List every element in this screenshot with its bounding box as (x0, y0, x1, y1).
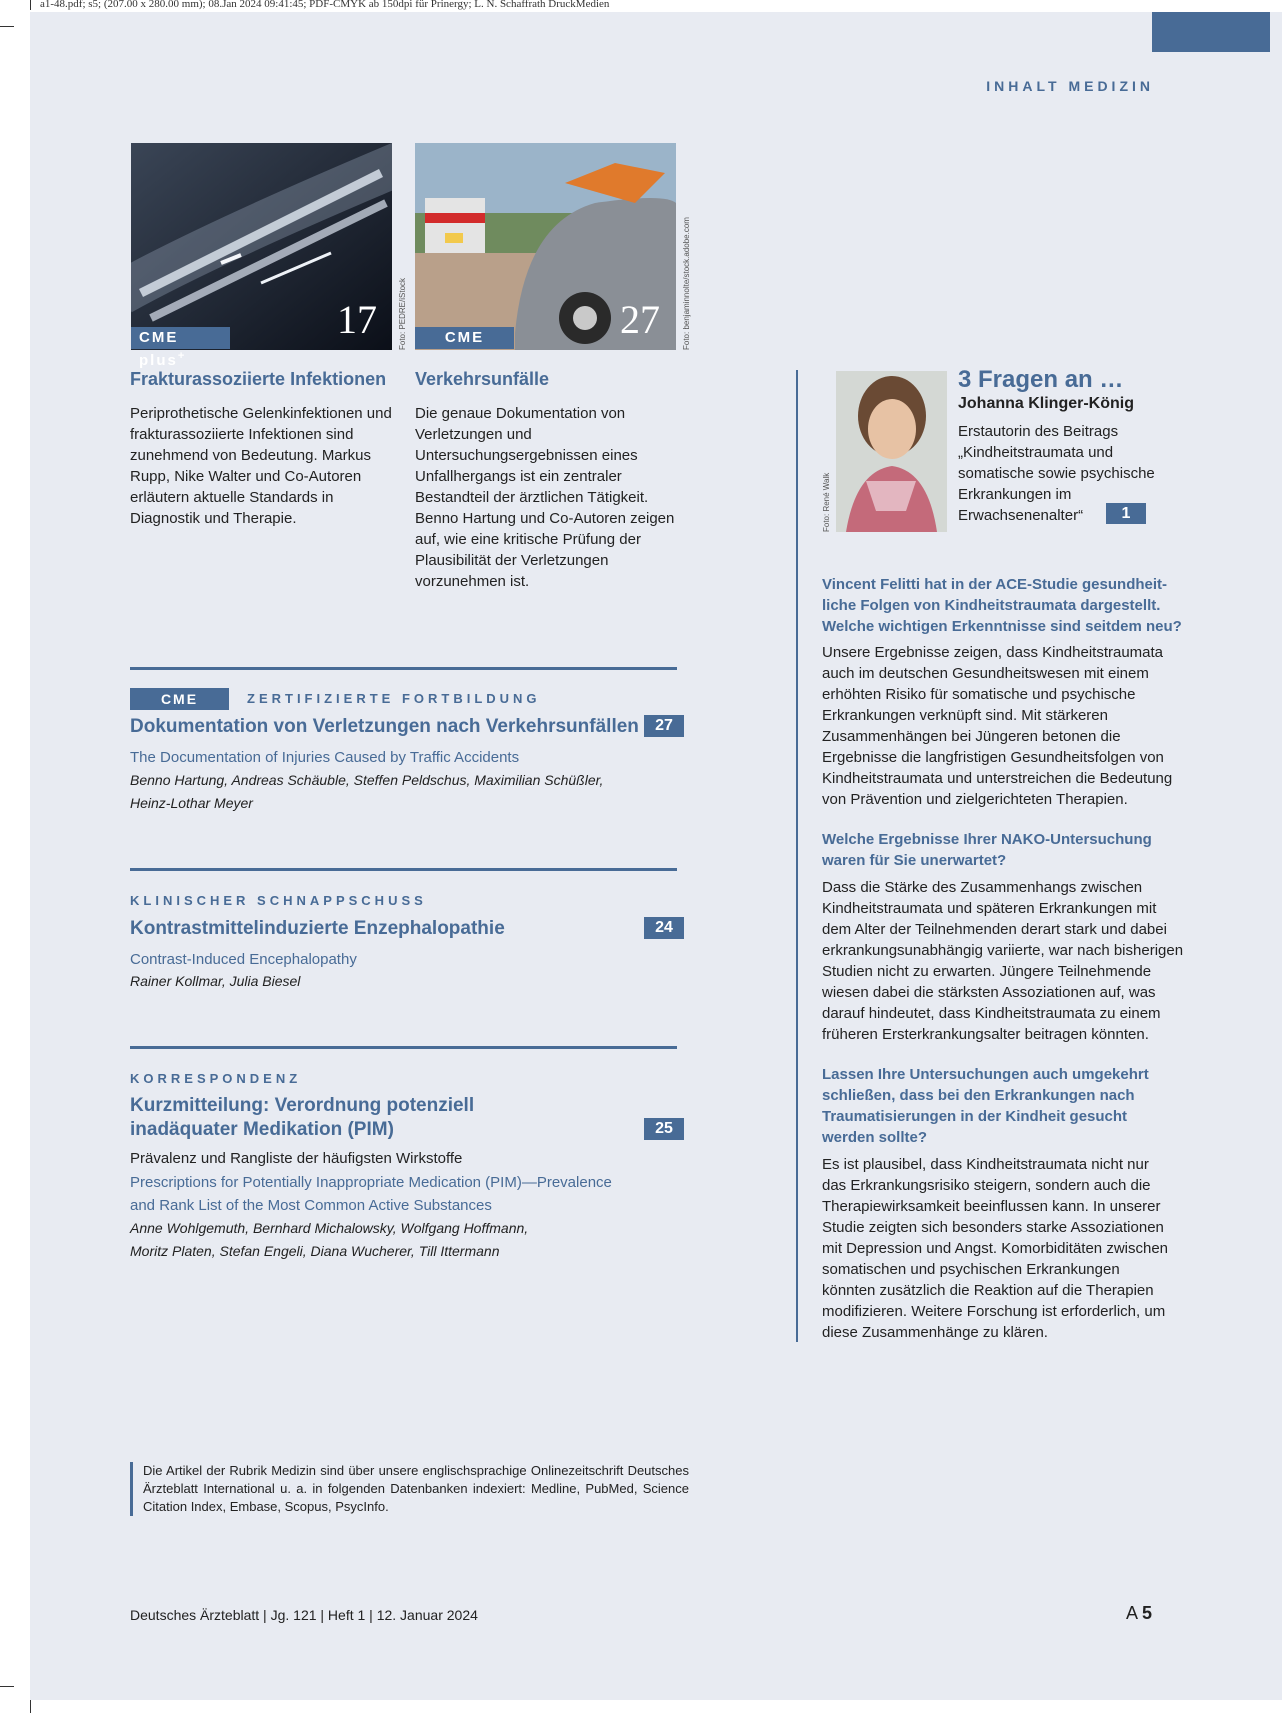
photo-credit: Foto: benjaminnolte/stock.adobe.com (682, 217, 691, 350)
corner-color-block (1152, 12, 1270, 52)
print-info: a1-48.pdf; s5; (207.00 x 280.00 mm); 08.Jan 2024 09:41:45; PDF-CMYK ab 150dpi für Prinergy; L. N. Schaffrath DruckMedien (40, 0, 610, 10)
article-title[interactable]: Dokumentation von Verletzungen nach Verkehrsunfällen (130, 716, 639, 737)
page-number-box: 1 (1106, 503, 1146, 524)
interview-heading: 3 Fragen an … (958, 366, 1124, 393)
teaser-title: Frakturassoziierte Infektionen (130, 369, 387, 389)
sidebar-rule (796, 370, 798, 1342)
article-title[interactable]: Kontrastmittelinduzierte Enzephalopathie (130, 918, 505, 939)
article-kicker: KLINISCHER SCHNAPPSCHUSS (130, 893, 427, 908)
page-folio: A 5 (1125, 1603, 1152, 1623)
article-title[interactable]: Kurzmitteilung: Verordnung potenziell (130, 1095, 475, 1116)
article-subtitle: Prävalenz und Rangliste der häufigsten Wirkstoffe (130, 1150, 463, 1167)
photo-credit: Foto: René Walk (822, 472, 831, 532)
english-title: Prescriptions for Potentially Inappropriate Medication (PIM)—Prevalence (130, 1174, 612, 1191)
footer-citation: Deutsches Ärzteblatt | Jg. 121 | Heft 1 | 12. Januar 2024 (130, 1607, 478, 1623)
crop-mark (0, 26, 14, 27)
interview-intro: Erstautorin des Beitrags „Kindheitstraumata und somatische sowie psychische Erkrankungen im Erwachsenenalter“ (958, 423, 1155, 524)
page-number-box: 27 (644, 715, 684, 737)
page-number-box: 25 (644, 1118, 684, 1140)
cme-badge: CME (130, 688, 229, 710)
authors: Heinz-Lothar Meyer (130, 795, 253, 811)
interview-answer: Es ist plausibel, dass Kindheitstraumata nicht nur das Erkrankungsrisiko steigern, sondern auch die Therapiewirksamkeit beeinflussen kann. In unserer Studie zeigten sich besonders starke Assoziationen mit Depression und Angst. Komorbiditäten zwischen somatischen und psychischen Erkrankungen könnten zusätzlich die Reaktion auf die Therapien modifizieren. Weitere Forschung ist erforderlich, um diese Zusammenhänge zu klären. (822, 1156, 1169, 1341)
crop-mark (30, 0, 31, 10)
english-title: and Rank List of the Most Common Active Substances (130, 1197, 492, 1214)
divider (130, 1046, 677, 1049)
teaser-text: Periprothetische Gelenkinfektionen und frakturassoziierte Infektionen sind zunehmend von Bedeutung. Markus Rupp, Nike Walter und Co-Autoren erläutern aktuelle Standards in Diagnostik und Therapie. (130, 405, 392, 527)
interview-answer: Dass die Stärke des Zusammenhangs zwischen Kindheitstraumata und späteren Erkrankungen mit dem Alter der Teilnehmenden derart stark und dabei erkrankungsunabhängig variierte, war nach bisherigen Studien nicht zu erwarten. Jüngere Teilnehmende wiesen dabei die stärksten Assoziationen auf, was darauf hindeutet, dass Kindheitstraumata zu einem früheren Ersterkrankungsalter beitragen könnten. (822, 879, 1184, 1043)
teaser-text: Die genaue Dokumentation von Verletzungen und Untersuchungsergebnissen eines Unfallhergangs ist ein zentraler Bestandteil der ärztlichen Tätigkeit. Benno Hartung und Co-Autoren zeigen auf, wie eine kritische Prüfung der Plausibilität der Verletzungen vorzunehmen ist. (415, 405, 675, 590)
authors: Benno Hartung, Andreas Schäuble, Steffen Peldschus, Maximilian Schüßler, (130, 772, 604, 788)
english-title: Contrast-Induced Encephalopathy (130, 951, 357, 968)
divider (130, 868, 677, 871)
article-kicker: ZERTIFIZIERTE FORTBILDUNG (247, 691, 541, 706)
interview-question: Lassen Ihre Untersuchungen auch umgekehrt schließen, dass bei den Erkrankungen nach Traumatisierungen in der Kindheit gesucht werden sollte? (822, 1066, 1149, 1146)
authors: Moritz Platen, Stefan Engeli, Diana Wucherer, Till Ittermann (130, 1243, 500, 1259)
page-number-box: 24 (644, 917, 684, 939)
teaser-page-number: 27 (620, 297, 660, 342)
authors: Anne Wohlgemuth, Bernhard Michalowsky, Wolfgang Hoffmann, (130, 1220, 529, 1236)
authors: Rainer Kollmar, Julia Biesel (130, 973, 301, 989)
divider (130, 667, 677, 670)
interview-answer: Unsere Ergebnisse zeigen, dass Kindheitstraumata auch im deutschen Gesundheitswesen mit einem erhöhten Risiko für somatische und psychische Erkrankungen verknüpft sind. Mit stärkeren Zusammenhängen bei Jüngeren betonen die Ergebnisse die langfristigen Gesundheitsfolgen von Kindheitstraumata und unterstreichen die Bedeutung von Prävention und zielgerichteten Therapien. (822, 644, 1173, 808)
teaser-page-number: 17 (337, 297, 377, 342)
author-photo (836, 371, 947, 532)
cme-badge: CME (415, 327, 514, 349)
english-title: The Documentation of Injuries Caused by Traffic Accidents (130, 749, 520, 766)
cme-plus-badge: CME plus+ (131, 327, 230, 349)
interview-question: Vincent Felitti hat in der ACE-Studie gesundheit- liche Folgen von Kindheitstraumata dargestellt. Welche wichtigen Erkenntnisse sind seitdem neu? (822, 576, 1182, 635)
article-title[interactable]: inadäquater Medikation (PIM) (130, 1119, 394, 1140)
section-header: INHALT MEDIZIN (986, 78, 1154, 94)
crop-mark (30, 1700, 31, 1713)
interview-question: Welche Ergebnisse Ihrer NAKO-Untersuchung waren für Sie unerwartet? (822, 831, 1152, 869)
interviewee-name: Johanna Klinger-König (958, 395, 1134, 412)
teaser-title: Verkehrsunfälle (415, 369, 550, 389)
photo-credit: Foto: PEDRE/iStock (398, 277, 407, 350)
crop-mark (0, 1686, 14, 1687)
footnote: Die Artikel der Rubrik Medizin sind über unsere englischsprachige Onlinezeitschrift Deutsches Ärzteblatt International u. a. in folgenden Datenbanken indexiert: Medline, PubMed, Science Citation Index, Embase, Scopus, PsycInfo. (130, 1462, 689, 1516)
article-kicker: KORRESPONDENZ (130, 1071, 302, 1086)
